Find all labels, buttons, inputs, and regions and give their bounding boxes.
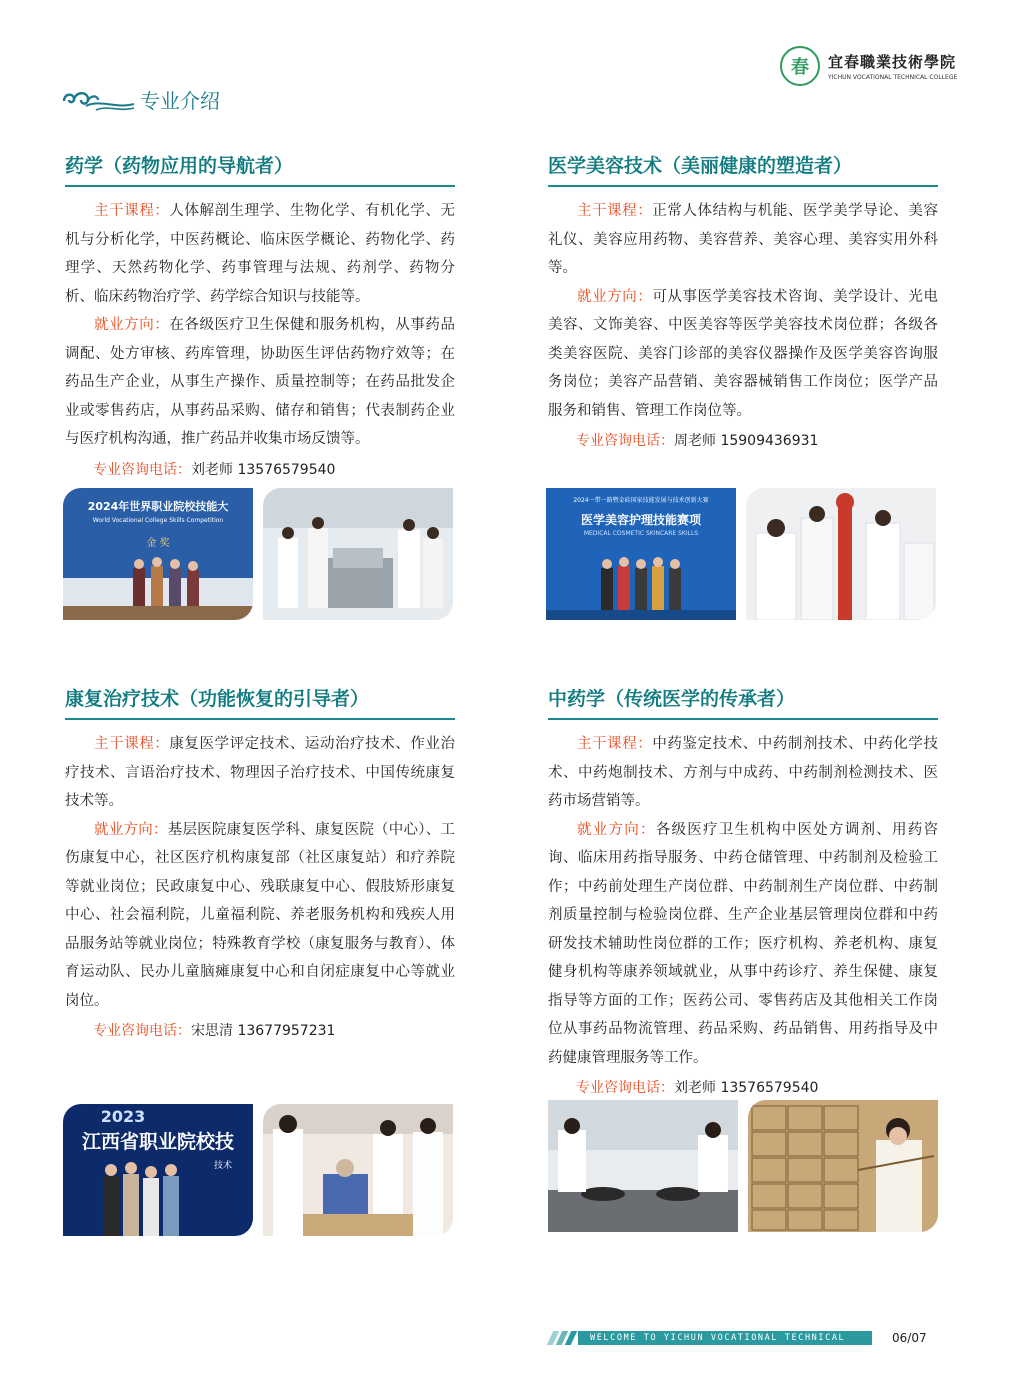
footer-stripes (550, 1331, 574, 1345)
courses-label: 主干课程： (94, 736, 170, 752)
career-paragraph (548, 816, 938, 1073)
provincial-competition-photo (63, 1104, 253, 1236)
courses-text: 康复医学评定技术、运动治疗技术、作业治疗技术、言语治疗技术、物理因子治疗技术、中国传统康复技术等。 (65, 736, 456, 809)
photo-banner-year: 2023 (100, 1107, 146, 1126)
career-text: 在各级医疗卫生保健和服务机构，从事药品调配、处方审核、药库管理，协助医生评估药物疗效等；在药品生产企业，从事生产操作、质量控制等；在药品批发企业或零售药店，从事药品采购、储存和销售；代表制药企业与医疗机构沟通，推广药品并收集市场反馈等。 (65, 317, 456, 447)
career-label: 就业方向： (577, 821, 656, 838)
major-card-pharmacy (65, 151, 455, 484)
career-paragraph (65, 311, 455, 454)
contact-text: 刘老师 13576579540 (191, 461, 336, 478)
courses-paragraph (65, 730, 455, 816)
career-text: 各级医疗卫生机构中医处方调剂、用药咨询、临床用药指导服务、中药仓储管理、中药制剂及检验工作；中药前处理生产岗位群、中药制剂生产岗位群、中药制剂质量控制与检验岗位群、生产企业基层管理岗位群和中药研发技术辅助性岗位群的工作；医疗机构、养老机构、康复健身机构等康养领域就业，从事中药诊疗、养生保健、康复指导等方面的工作；医药公司、零售药店及其他相关工作岗位从事药品物流管理、药品采购、药品销售、用药指导及中药健康管理服务等工作。 (548, 821, 938, 1066)
college-name-cn: 宜春職業技術學院 (828, 53, 957, 71)
major-card-chinese-medicine (548, 684, 938, 1102)
contact-line (65, 456, 455, 484)
major-title: 康复治疗技术（功能恢复的引导者） (65, 688, 370, 710)
herb-cabinet-photo (748, 1100, 938, 1232)
footer-tagline: WELCOME TO YICHUN VOCATIONAL TECHNICAL COLLEGE (578, 1331, 872, 1345)
rehab-therapy-photo (263, 1104, 453, 1236)
wave-ornament-icon (60, 84, 136, 114)
phone-label: 专业咨询电话： (93, 1023, 191, 1039)
career-paragraph (65, 816, 455, 1016)
courses-label: 主干课程： (577, 203, 653, 219)
major-title: 药学（药物应用的导航者） (65, 155, 294, 177)
section-title: 专业介绍 (140, 88, 220, 113)
contact-text: 周老师 15909436931 (674, 433, 819, 449)
photo-banner-event: 2024一带一路暨金砖国家技能发展与技术创新大赛 (573, 497, 709, 504)
courses-paragraph (548, 197, 938, 283)
section-header (60, 84, 220, 114)
pharmacy-lab-photo (263, 488, 453, 620)
title-divider (65, 718, 455, 720)
photo-row-chinese-medicine (548, 1100, 938, 1232)
herb-processing-photo (548, 1100, 738, 1232)
phone-label: 专业咨询电话： (576, 1080, 674, 1096)
photo-banner-subtitle: MEDICAL COSMETIC SKINCARE SKILLS (583, 530, 699, 537)
photo-row-cosmetology (546, 488, 936, 620)
skills-competition-photo (546, 488, 736, 620)
contact-text: 宋思清 13677957231 (191, 1023, 336, 1039)
contact-line (548, 1074, 938, 1102)
photo-banner-subtitle: World Vocational College Skills Competition (92, 517, 224, 524)
college-seal-icon: 春 (780, 46, 820, 86)
courses-text: 正常人体结构与机能、医学美学导论、美容礼仪、美容应用药物、美容营养、美容心理、美容实用外科等。 (548, 203, 939, 276)
award-ceremony-photo (63, 488, 253, 620)
courses-text: 人体解剖生理学、生物化学、有机化学、无机与分析化学，中医药概论、临床医学概论、药物化学、药理学、天然药物化学、药事管理与法规、药剂学、药物分析、临床药物治疗学、药学综合知识与技能等。 (65, 203, 456, 305)
photo-row-rehabilitation (63, 1104, 453, 1236)
career-label: 就业方向： (94, 317, 170, 333)
courses-label: 主干课程： (94, 203, 170, 219)
college-name-en: YICHUN VOCATIONAL TECHNICAL COLLEGE (828, 74, 958, 81)
phone-label: 专业咨询电话： (576, 433, 674, 449)
anatomy-model-photo (746, 488, 936, 620)
photo-banner-title: 江西省职业院校技 (81, 1131, 235, 1153)
major-card-rehabilitation (65, 684, 455, 1045)
page-number: 06/07 (892, 1331, 927, 1345)
title-divider (548, 185, 938, 187)
page-footer (550, 1328, 940, 1357)
career-paragraph (548, 283, 938, 426)
major-title: 中药学（传统医学的传承者） (548, 688, 796, 710)
career-text: 可从事医学美容技术咨询、美学设计、光电美容、文饰美容、中医美容等医学美容技术岗位群；各级各类美容医院、美容门诊部的美容仪器操作及医学美容咨询服务岗位；美容产品营销、美容器械销售工作岗位；医学产品服务和销售、管理工作岗位等。 (548, 288, 939, 419)
photo-banner-subtitle: 技术 (213, 1161, 233, 1171)
phone-label: 专业咨询电话： (93, 461, 191, 478)
courses-text: 中药鉴定技术、中药制剂技术、中药化学技术、中药炮制技术、方剂与中成药、中药制剂检测技术、医药市场营销等。 (548, 736, 939, 809)
photo-banner-award: 金 奖 (146, 538, 170, 549)
courses-label: 主干课程： (577, 736, 653, 752)
title-divider (548, 718, 938, 720)
contact-line (65, 1017, 455, 1045)
photo-banner-title: 医学美容护理技能赛项 (580, 513, 702, 527)
career-label: 就业方向： (577, 288, 653, 305)
contact-text: 刘老师 13576579540 (674, 1080, 819, 1096)
major-card-cosmetology (548, 151, 938, 455)
major-title: 医学美容技术（美丽健康的塑造者） (548, 155, 853, 177)
career-label: 就业方向： (94, 821, 168, 838)
career-text: 基层医院康复医学科、康复医院（中心）、工伤康复中心，社区医疗机构康复部（社区康复站）和疗养院等就业岗位；民政康复中心、残联康复中心、假肢矫形康复中心、社会福利院，儿童福利院、养老服务机构和残疾人用品服务站等就业岗位；特殊教育学校（康复服务与教育）、体育运动队、民办儿童脑瘫康复中心和自闭症康复中心等就业岗位。 (65, 821, 456, 1009)
contact-line (548, 427, 938, 455)
college-logo (780, 46, 960, 86)
courses-paragraph (548, 730, 938, 816)
title-divider (65, 185, 455, 187)
photo-banner-title: 2024年世界职业院校技能大 (87, 500, 229, 513)
courses-paragraph (65, 197, 455, 311)
photo-row-pharmacy (63, 488, 453, 620)
